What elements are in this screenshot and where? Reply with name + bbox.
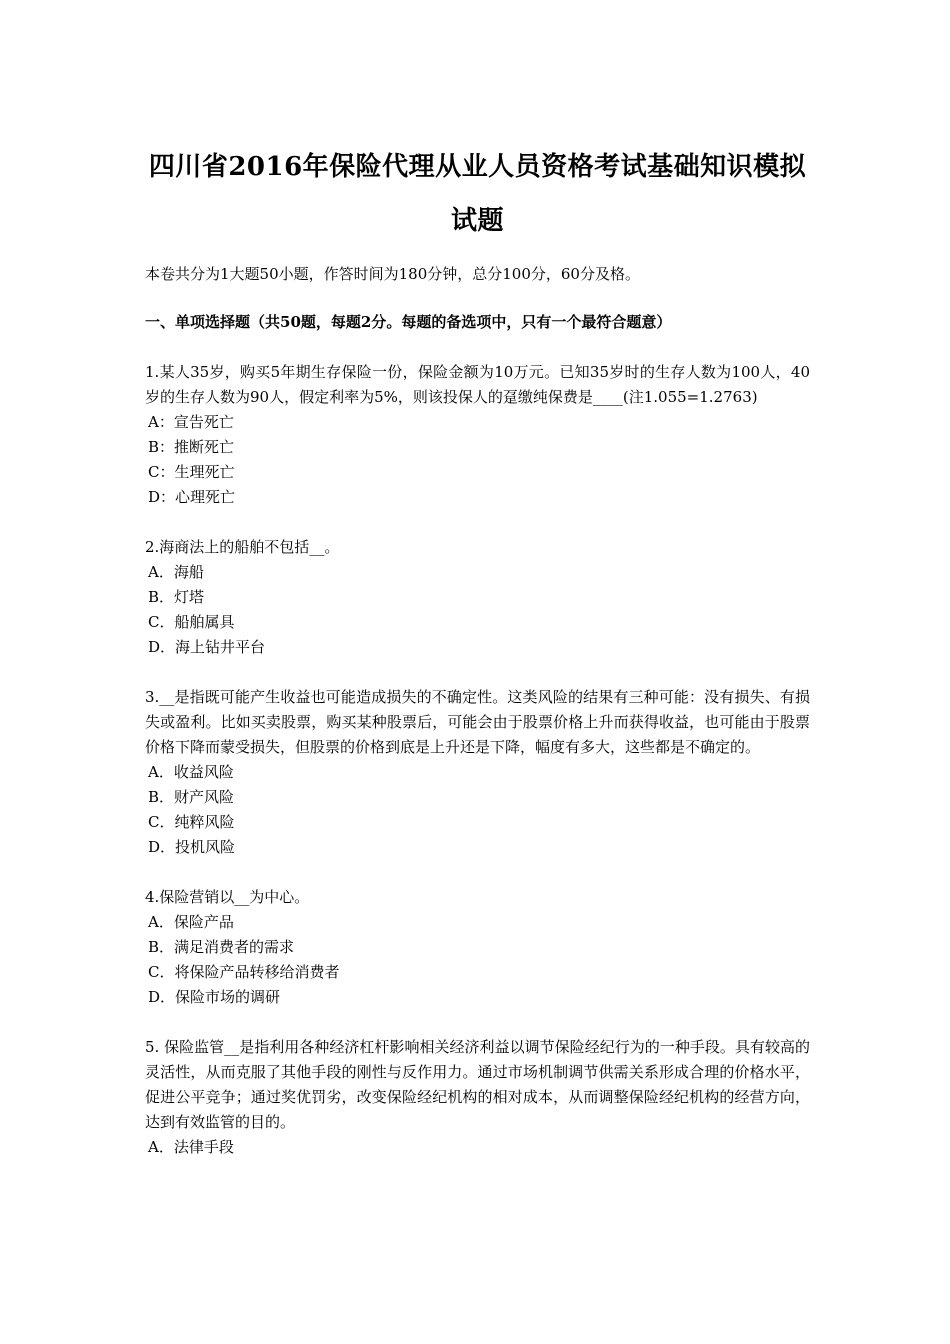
option-c: C：生理死亡 <box>148 463 235 481</box>
option-b: B．满足消费者的需求 <box>148 938 295 956</box>
option-b: B．财产风险 <box>148 788 235 806</box>
question-3 <box>145 685 810 860</box>
option-d: D．保险市场的调研 <box>148 988 281 1006</box>
section-heading: 一、单项选择题（共50题，每题2分。每题的备选项中，只有一个最符合题意） <box>145 313 672 331</box>
option-d: D．海上钻井平台 <box>148 638 266 656</box>
option-b: B．灯塔 <box>148 588 205 606</box>
question-5 <box>145 1035 810 1160</box>
question-stem: 4.保险营销以__为中心。 <box>145 888 310 906</box>
document-title: 四川省2016年保险代理从业人员资格考试基础知识模拟试题 <box>148 152 807 236</box>
option-a: A：宣告死亡 <box>148 413 234 431</box>
option-a: A．法律手段 <box>148 1138 234 1156</box>
question-stem: 2.海商法上的船舶不包括__。 <box>145 538 340 556</box>
question-2 <box>145 535 810 660</box>
question-4 <box>145 885 810 1010</box>
option-c: C．纯粹风险 <box>148 813 235 831</box>
option-a: A．海船 <box>148 563 204 581</box>
question-stem: 1.某人35岁，购买5年期生存保险一份，保险金额为10万元。已知35岁时的生存人数为100人，40岁的生存人数为90人，假定利率为5%，则该投保人的趸缴纯保费是____(注1.055=1.2763) <box>145 363 810 406</box>
question-stem: 5. 保险监管__是指利用各种经济杠杆影响相关经济利益以调节保险经纪行为的一种手段。具有较高的灵活性，从而克服了其他手段的刚性与反作用力。通过市场机制调节供需关系形成合理的价格水平，促进公平竞争；通过奖优罚劣，改变保险经纪机构的相对成本，从而调整保险经纪机构的经营方向，达到有效监管的目的。 <box>145 1038 810 1131</box>
question-1 <box>145 360 810 510</box>
question-stem: 3.__是指既可能产生收益也可能造成损失的不确定性。这类风险的结果有三种可能：没有损失、有损失或盈利。比如买卖股票，购买某种股票后，可能会由于股票价格上升而获得收益，也可能由于股票价格下降而蒙受损失，但股票的价格到底是上升还是下降，幅度有多大，这些都是不确定的。 <box>145 688 810 756</box>
exam-intro: 本卷共分为1大题50小题，作答时间为180分钟，总分100分，60分及格。 <box>145 265 640 283</box>
option-a: A．收益风险 <box>148 763 234 781</box>
option-d: D：心理死亡 <box>148 488 236 506</box>
document-page <box>145 140 810 1185</box>
option-c: C．船舶属具 <box>148 613 235 631</box>
option-a: A．保险产品 <box>148 913 234 931</box>
option-c: C．将保险产品转移给消费者 <box>148 963 340 981</box>
option-b: B：推断死亡 <box>148 438 235 456</box>
option-d: D．投机风险 <box>148 838 236 856</box>
